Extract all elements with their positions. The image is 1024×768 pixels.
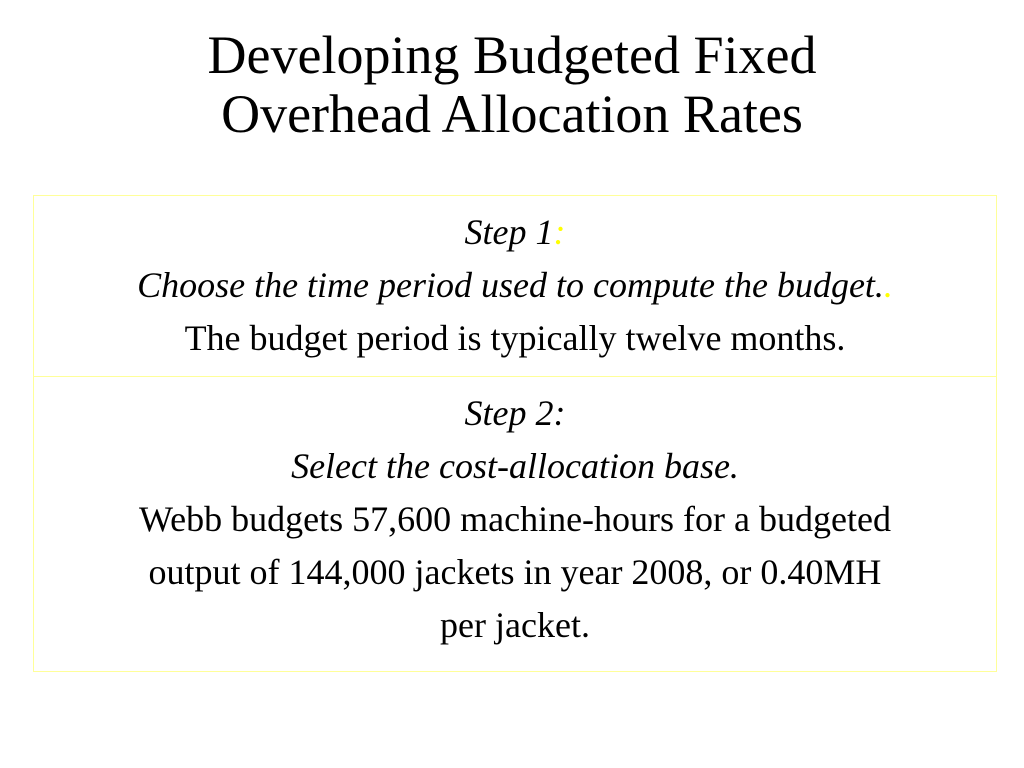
step-2-detail-line-2: output of 144,000 jackets in year 2008, or 0.40MH <box>148 552 882 592</box>
step-2-detail-line-3: per jacket. <box>440 605 590 645</box>
step-2-instruction: Select the cost-allocation base. <box>291 446 739 486</box>
step-1-instruction <box>34 259 996 312</box>
step-2-row <box>34 377 997 672</box>
step-1-cell <box>34 196 997 377</box>
step-1-heading-text: Step 1 <box>464 212 554 252</box>
step-1-detail: The budget period is typically twelve months. <box>184 318 846 358</box>
step-1-instruction-text: Choose the time period used to compute the budget. <box>137 265 884 305</box>
step-2-heading: Step 2: <box>464 393 566 433</box>
steps-table <box>33 195 997 672</box>
step-1-instruction-period: . <box>883 265 893 305</box>
step-1-heading <box>34 206 996 259</box>
slide-title <box>0 26 1024 144</box>
title-line-2: Overhead Allocation Rates <box>221 84 803 144</box>
step-2-cell <box>34 377 997 672</box>
step-2-detail-line-1: Webb budgets 57,600 machine-hours for a budgeted <box>139 499 891 539</box>
step-1-row <box>34 196 997 377</box>
title-line-1: Developing Budgeted Fixed <box>207 25 817 85</box>
step-1-heading-colon: : <box>553 212 566 252</box>
